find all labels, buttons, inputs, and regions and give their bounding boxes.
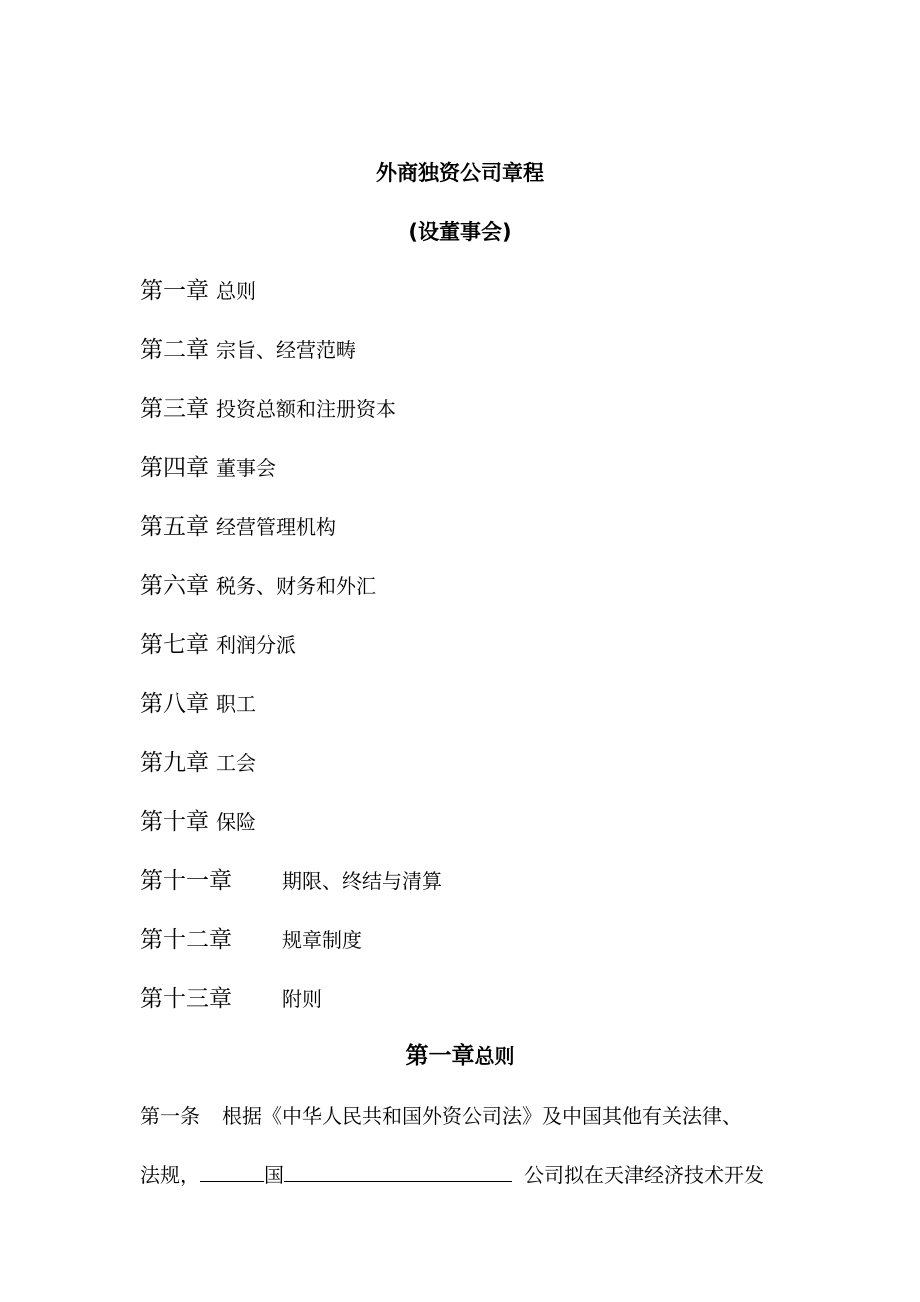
toc-item <box>140 511 336 541</box>
toc-chapter-number: 第七章 <box>140 631 209 658</box>
article-paragraph-line <box>140 1100 800 1132</box>
toc-chapter-name: 附则 <box>282 986 322 1011</box>
toc-chapter-name: 董事会 <box>216 455 276 480</box>
toc-chapter-name: 税务、财务和外汇 <box>216 573 376 598</box>
toc-chapter-number: 第八章 <box>140 690 209 717</box>
toc-item <box>140 924 362 954</box>
toc-chapter-number: 第五章 <box>140 513 209 540</box>
toc-chapter-number: 第二章 <box>140 336 209 363</box>
toc-chapter-name: 经营管理机构 <box>216 514 336 539</box>
article-text: 法规， <box>140 1163 200 1187</box>
article-text: 公司拟在天津经济技术开发 <box>524 1163 764 1187</box>
article-text: 根据《中华人民共和国外资公司法》及中国其他有关法律、 <box>222 1104 742 1128</box>
fill-in-blank-country[interactable] <box>200 1159 264 1182</box>
toc-chapter-name: 规章制度 <box>282 927 362 952</box>
toc-item <box>140 983 322 1013</box>
toc-chapter-name: 投资总额和注册资本 <box>216 396 396 421</box>
toc-chapter-number: 第九章 <box>140 749 209 776</box>
chapter-heading-number: 第一章 <box>405 1042 475 1069</box>
toc-item <box>140 334 356 364</box>
toc-chapter-number: 第十二章 <box>140 926 232 953</box>
toc-item <box>140 452 276 482</box>
toc-chapter-number: 第一章 <box>140 277 209 304</box>
toc-chapter-number: 第三章 <box>140 395 209 422</box>
toc-item <box>140 688 256 718</box>
chapter-heading-title: 总则 <box>474 1044 515 1068</box>
toc-chapter-name: 工会 <box>216 750 256 775</box>
document-subtitle: (设董事会) <box>408 220 512 244</box>
toc-item <box>140 747 256 777</box>
toc-chapter-number: 第四章 <box>140 454 209 481</box>
toc-chapter-number: 第十一章 <box>140 867 232 894</box>
toc-item <box>140 393 396 423</box>
toc-chapter-number: 第十三章 <box>140 985 232 1012</box>
toc-item <box>140 275 256 305</box>
toc-chapter-number: 第六章 <box>140 572 209 599</box>
article-paragraph-line <box>140 1159 800 1191</box>
chapter-heading <box>0 1040 920 1074</box>
article-text: 国 <box>264 1163 284 1187</box>
toc-item <box>140 865 442 895</box>
toc-chapter-name: 职工 <box>216 691 256 716</box>
toc-item <box>140 629 296 659</box>
toc-chapter-name: 利润分派 <box>216 632 296 657</box>
toc-chapter-name: 总则 <box>216 278 256 303</box>
toc-chapter-name: 保险 <box>216 809 256 834</box>
toc-chapter-number: 第十章 <box>140 808 209 835</box>
toc-chapter-name: 期限、终结与清算 <box>282 868 442 893</box>
fill-in-blank-company[interactable] <box>284 1159 512 1182</box>
toc-item <box>140 806 256 836</box>
toc-item <box>140 570 376 600</box>
document-title: 外商独资公司章程 <box>376 161 544 185</box>
toc-chapter-name: 宗旨、经营范畴 <box>216 337 356 362</box>
article-label: 第一条 <box>140 1104 200 1128</box>
